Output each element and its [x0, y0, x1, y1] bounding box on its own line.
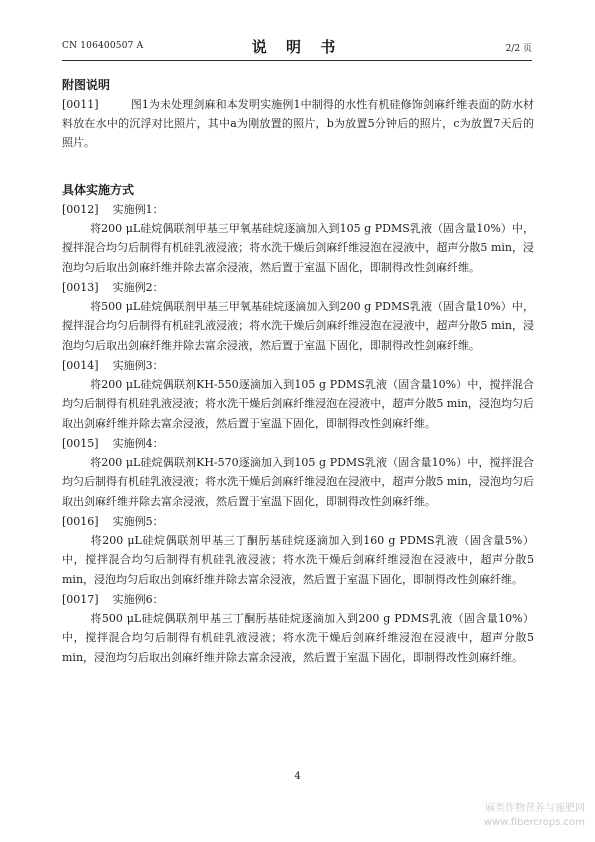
paragraph-number: [0014]	[62, 358, 99, 372]
page-info: 2/2 页	[505, 44, 532, 54]
example-4	[62, 434, 534, 512]
publication-number: CN 106400507 A	[62, 41, 144, 51]
watermark-title: 麻类作物营养与施肥网	[485, 803, 585, 814]
paragraph-number: [0017]	[62, 592, 99, 606]
example-6	[62, 590, 534, 668]
example-heading	[62, 590, 534, 609]
document-body	[62, 76, 534, 668]
paragraph-text: 图1为未处理剑麻和本发明实施例1中制得的水性有机硅修饰剑麻纤维表面的防水材料放在水中的沉浮对比照片，其中a为刚放置的照片，b为放置5分钟后的照片，c为放置7天后的照片。	[62, 98, 534, 150]
example-label: 实施例3：	[112, 358, 164, 372]
example-label: 实施例5：	[112, 514, 164, 528]
paragraph-number: [0011]	[62, 98, 99, 111]
figure-description-paragraph	[62, 95, 534, 153]
example-label: 实施例2：	[112, 280, 164, 294]
example-text-paragraph	[62, 531, 534, 590]
paragraph-number: [0015]	[62, 436, 99, 450]
page-number: 4	[294, 771, 301, 782]
page-header	[62, 36, 532, 61]
example-text: 将200 μL硅烷偶联剂KH-570逐滴加入到105 g PDMS乳液（固含量10%）中，搅拌混合均匀后制得有机硅乳液浸液；将水洗干燥后剑麻纤维浸泡在浸液中，超声分散5 min，浸泡均匀后取出剑麻纤维并除去富余浸液，然后置于室温下固化，即制得改性剑麻纤维。	[62, 455, 534, 508]
example-text-paragraph	[62, 453, 534, 512]
example-3	[62, 356, 534, 434]
example-heading	[62, 278, 534, 297]
paragraph-number: [0013]	[62, 280, 99, 294]
example-heading	[62, 356, 534, 375]
example-text: 将200 μL硅烷偶联剂甲基三甲氧基硅烷逐滴加入到105 g PDMS乳液（固含量10%）中，搅拌混合均匀后制得有机硅乳液浸液；将水洗干燥后剑麻纤维浸泡在浸液中，超声分散5 min，浸泡均匀后取出剑麻纤维并除去富余浸液，然后置于室温下固化，即制得改性剑麻纤维。	[62, 221, 534, 274]
site-watermark	[484, 802, 585, 830]
example-text-paragraph	[62, 219, 534, 278]
example-text-paragraph	[62, 375, 534, 434]
implementation-section-title: 具体实施方式	[62, 182, 135, 197]
figure-section-title: 附图说明	[62, 78, 111, 92]
example-text: 将200 μL硅烷偶联剂甲基三丁酮肟基硅烷逐滴加入到160 g PDMS乳液（固含量5%）中，搅拌混合均匀后制得有机硅乳液浸液；将水洗干燥后剑麻纤维浸泡在浸液中，超声分散5 min，浸泡均匀后取出剑麻纤维并除去富余浸液，然后置于室温下固化，即制得改性剑麻纤维。	[62, 533, 534, 586]
example-5	[62, 512, 534, 590]
example-heading	[62, 434, 534, 453]
watermark-url: www.fibercrops.com	[483, 817, 585, 828]
document-title: 说 明 书	[251, 38, 343, 56]
example-text-paragraph	[62, 297, 534, 356]
example-heading	[62, 512, 534, 531]
example-1	[62, 200, 534, 278]
example-label: 实施例4：	[112, 436, 164, 450]
example-text: 将500 μL硅烷偶联剂甲基三丁酮肟基硅烷逐滴加入到200 g PDMS乳液（固含量10%）中，搅拌混合均匀后制得有机硅乳液浸液；将水洗干燥后剑麻纤维浸泡在浸液中，超声分散5 min，浸泡均匀后取出剑麻纤维并除去富余浸液，然后置于室温下固化，即制得改性剑麻纤维。	[62, 611, 534, 664]
example-2	[62, 278, 534, 356]
example-label: 实施例1：	[112, 202, 164, 216]
example-text: 将200 μL硅烷偶联剂KH-550逐滴加入到105 g PDMS乳液（固含量10%）中，搅拌混合均匀后制得有机硅乳液浸液；将水洗干燥后剑麻纤维浸泡在浸液中，超声分散5 min，浸泡均匀后取出剑麻纤维并除去富余浸液，然后置于室温下固化，即制得改性剑麻纤维。	[62, 377, 534, 430]
example-text-paragraph	[62, 609, 534, 668]
example-heading	[62, 200, 534, 219]
example-label: 实施例6：	[112, 592, 164, 606]
paragraph-number: [0016]	[62, 514, 99, 528]
paragraph-number: [0012]	[62, 202, 99, 216]
example-text: 将500 μL硅烷偶联剂甲基三甲氧基硅烷逐滴加入到200 g PDMS乳液（固含量10%）中，搅拌混合均匀后制得有机硅乳液浸液；将水洗干燥后剑麻纤维浸泡在浸液中，超声分散5 min，浸泡均匀后取出剑麻纤维并除去富余浸液，然后置于室温下固化，即制得改性剑麻纤维。	[62, 299, 534, 352]
